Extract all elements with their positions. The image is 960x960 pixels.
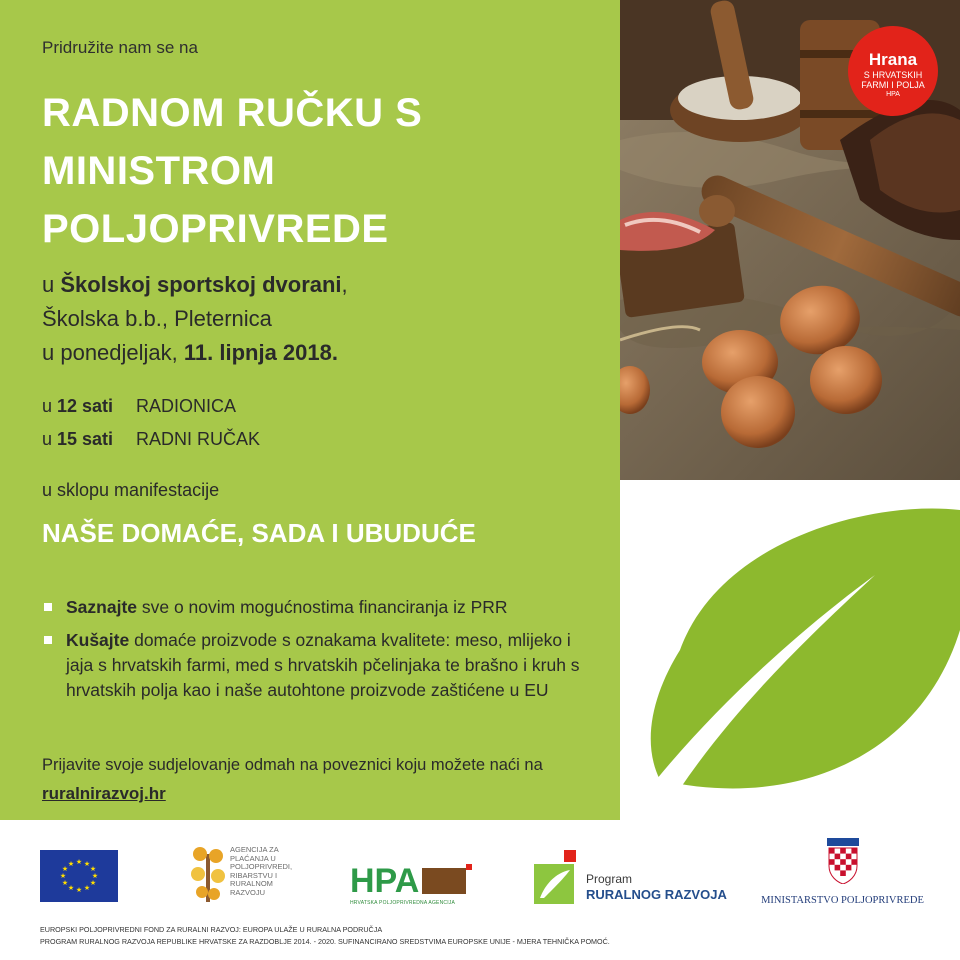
bullet-text: sve o novim mogućnostima financiranja iz PRR [137,597,508,617]
hpa-logo-icon [350,860,482,896]
title-line: POLJOPRIVREDE [42,207,389,251]
date-prefix: u ponedjeljak, [42,340,184,365]
svg-text:★: ★ [83,860,91,868]
intro-text: Pridružite nam se na [42,38,198,57]
bullet-list [42,595,602,711]
apprrr-text [230,846,310,898]
hpa-subtitle: HRVATSKA POLJOPRIVREDNA AGENCIJA [350,900,456,906]
svg-text:★: ★ [61,865,69,873]
svg-text:★: ★ [75,886,83,894]
svg-text:★: ★ [89,865,97,873]
footer-logos [0,820,960,960]
leaf-icon [620,480,960,820]
schedule-event: RADIONICA [136,396,237,416]
event-title [42,84,422,258]
fine-print [40,924,610,948]
venue-address: Školska b.b., Pleternica [42,306,272,331]
schedule-time: 12 sati [57,396,114,416]
bullet-item [42,595,602,620]
bullet-square-icon [44,603,52,611]
schedule-item [42,423,260,456]
badge-line: S HRVATSKIH [863,70,923,80]
bullet-bold: Kušajte [66,630,130,650]
schedule-item [42,390,260,423]
venue-suffix: , [341,272,348,297]
venue-name: Školskoj sportskoj dvorani [60,272,342,297]
apprrr-line: RAZVOJU [230,887,266,897]
fine-line: EUROPSKI POLJOPRIVREDNI FOND ZA RURALNI RAZVOJ: EUROPA ULAŽE U RURALNA PODRUČJA [40,925,383,934]
venue-block [42,268,348,370]
svg-text:★: ★ [91,872,99,880]
svg-text:★: ★ [67,884,75,892]
schedule-prefix: u [42,396,58,416]
apprrr-logo [188,844,293,909]
ministry-name: MINISTARSTVO POLJOPRIVREDE [761,895,924,906]
svg-text:★: ★ [89,879,97,887]
prr-line1: Program [586,872,633,886]
manifestation-title: NAŠE DOMAĆE, SADA I UBUDUĆE [42,518,476,548]
prr-line2: RURALNOG RAZVOJA [586,887,727,902]
svg-text:★: ★ [75,858,83,866]
bullet-item [42,628,602,703]
apprrr-line: PLAĆANJA U [230,853,276,863]
hpa-letters: HPA [350,862,420,896]
apprrr-logo-icon [188,844,228,904]
signup-text: Prijavite svoje sudjelovanje odmah na poveznici koju možete naći na [42,756,543,774]
schedule [42,390,260,456]
svg-text:★: ★ [59,872,67,880]
prr-logo-icon [534,850,584,904]
leaf-graphic-area [620,480,960,820]
venue-prefix: u [42,272,61,297]
apprrr-line: RURALNOM [230,879,273,889]
apprrr-line: RIBARSTVU I [230,870,278,880]
apprrr-line: POLJOPRIVREDI, [230,862,293,872]
croatian-coat-of-arms-icon [825,838,861,884]
schedule-event: RADNI RUČAK [136,429,261,449]
website-link[interactable]: ruralnirazvoj.hr [42,784,166,803]
badge-line: FARMI I POLJA [861,80,925,90]
title-line: MINISTROM [42,149,276,193]
badge-title: Hrana [868,50,918,69]
hpa-logo [350,860,482,906]
badge-hpa: HPA [886,91,900,98]
context-text: u sklopu manifestacije [42,480,220,500]
title-line: RADNOM RUČKU S [42,91,423,135]
bullet-square-icon [44,636,52,644]
eu-flag-icon [40,850,118,907]
bullet-text: domaće proizvode s oznakama kvalitete: meso, mlijeko i jaja s hrvatskih farmi, med s hrvatskih pčelinjaka te brašno i kruh s hrvatskih polja kao i naše autohtone proizvode zaštićene u EU [66,630,580,700]
bullet-bold: Saznajte [66,597,137,617]
prr-logo [534,850,727,909]
food-photo [620,0,960,480]
fine-line: PROGRAM RURALNOG RAZVOJA REPUBLIKE HRVATSKE ZA RAZDOBLJE 2014. - 2020. SUFINANCIRANO SREDSTVIMA EUROPSKE UNIJE - MJERA TEHNIČKA POMOĆ. [40,937,610,946]
schedule-time: 15 sati [57,429,114,449]
svg-text:★: ★ [83,884,91,892]
event-date: 11. lipnja 2018. [183,340,338,365]
svg-text:★: ★ [61,879,69,887]
svg-text:★: ★ [67,860,75,868]
hrana-badge [848,26,938,116]
apprrr-line: AGENCIJA ZA [230,845,279,854]
ministry-logo [760,838,925,906]
schedule-prefix: u [42,429,58,449]
